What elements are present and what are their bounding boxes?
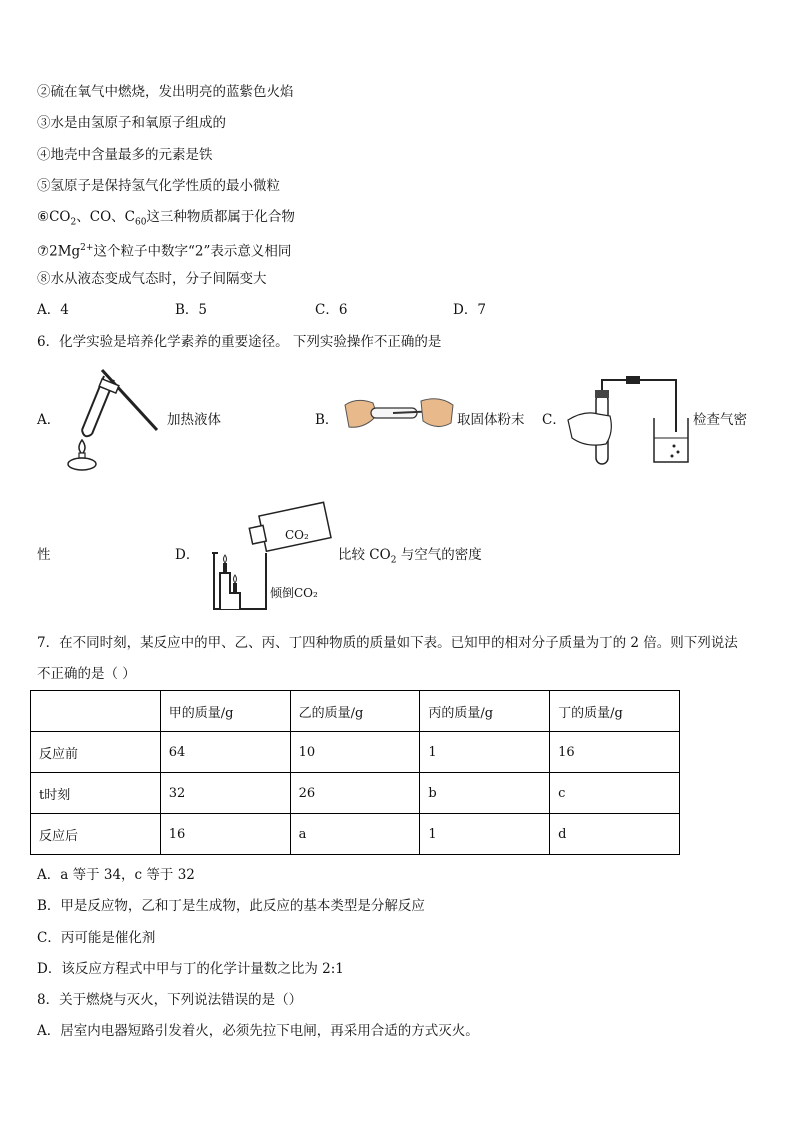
table-header-cell: 丁的质量/g — [550, 691, 680, 732]
statement-6-sub2: 60 — [134, 217, 147, 228]
q6-option-a-text: 加热液体 — [167, 412, 221, 428]
table-cell: t时刻 — [31, 773, 161, 814]
statement-7-suffix: 这个粒子中数字“2”表示意义相同 — [93, 243, 292, 260]
q6-option-c-text: 检查气密 — [693, 412, 747, 428]
table-cell: 反应后 — [31, 814, 161, 855]
q6-option-b-text: 取固体粉末 — [457, 412, 525, 428]
table-cell: 32 — [160, 773, 290, 814]
statement-6-mid: 、CO、C — [76, 209, 135, 225]
q6-option-d-text-suffix: 与空气的密度 — [396, 547, 482, 563]
table-cell: 10 — [290, 732, 420, 773]
q6-option-d-text-prefix: 比较 CO — [338, 547, 391, 563]
mass-table — [30, 690, 680, 855]
q7-option-a: A．a 等于 34，c 等于 32 — [37, 867, 195, 883]
table-cell: 64 — [160, 732, 290, 773]
q8-option-a: A．居室内电器短路引发着火，必须先拉下电闸，再采用合适的方式灭火。 — [37, 1023, 479, 1039]
table-cell: 反应前 — [31, 732, 161, 773]
question-7-stem-line2: 不正确的是（ ） — [37, 666, 136, 682]
table-row — [31, 732, 680, 773]
q7-option-c: C．丙可能是催化剂 — [37, 930, 156, 946]
statement-4: ④地壳中含量最多的元素是铁 — [37, 147, 213, 163]
question-8-stem: 8．关于燃烧与灭火，下列说法错误的是（） — [37, 992, 303, 1008]
table-row — [31, 814, 680, 855]
q5-option-c: C．6 — [315, 302, 348, 318]
q6-option-d-letter: D． — [175, 547, 200, 563]
taking-powder-illustration — [343, 393, 455, 437]
q7-option-d: D．该反应方程式中甲与丁的化学计量数之比为 2:1 — [37, 961, 344, 977]
table-cell: a — [290, 814, 420, 855]
table-header-cell: 乙的质量/g — [290, 691, 420, 732]
heating-liquid-illustration — [62, 368, 162, 470]
statement-7 — [37, 239, 291, 261]
statement-7-sup: 2+ — [80, 243, 94, 253]
statement-2: ②硫在氧气中燃烧，发出明亮的蓝紫色火焰 — [37, 84, 294, 100]
statement-6-sub1: 2 — [70, 217, 77, 228]
statement-6 — [37, 208, 295, 232]
table-header-cell: 丙的质量/g — [420, 691, 550, 732]
q6-option-b-letter: B． — [315, 412, 339, 428]
q6-option-a-letter: A． — [37, 412, 61, 428]
table-cell: b — [420, 773, 550, 814]
q6-option-c-wrap: 性 — [37, 547, 51, 563]
q5-option-d: D．7 — [453, 302, 486, 318]
table-cell: 26 — [290, 773, 420, 814]
table-header-cell — [31, 691, 161, 732]
question-6-stem: 6．化学实验是培养化学素养的重要途径。 下列实验操作不正确的是 — [37, 334, 442, 350]
table-cell: 16 — [550, 732, 680, 773]
co2-bottle-label: CO₂ — [285, 528, 309, 542]
statement-7-prefix: ⑦2Mg — [37, 243, 81, 260]
q6-option-d-text-sub: 2 — [390, 555, 397, 566]
question-7-stem-line1: 7．在不同时刻，某反应中的甲、乙、丙、丁四种物质的质量如下表。已知甲的相对分子质量为丁的 2 倍。则下列说法 — [37, 635, 738, 651]
q5-option-a: A．4 — [37, 302, 69, 318]
statement-8: ⑧水从液态变成气态时，分子间隔变大 — [37, 271, 267, 287]
q5-option-b: B．5 — [175, 302, 208, 318]
table-header-cell: 甲的质量/g — [160, 691, 290, 732]
statement-6-suffix: 这三种物质都属于化合物 — [146, 209, 295, 225]
table-cell: 16 — [160, 814, 290, 855]
q6-option-d-text — [338, 546, 482, 570]
statement-5: ⑤氢原子是保持氢气化学性质的最小微粒 — [37, 178, 280, 194]
table-cell: 1 — [420, 732, 550, 773]
q7-option-b: B．甲是反应物，乙和丁是生成物，此反应的基本类型是分解反应 — [37, 898, 425, 914]
table-header-row — [31, 691, 680, 732]
statement-3: ③水是由氢原子和氧原子组成的 — [37, 115, 226, 131]
table-cell: 1 — [420, 814, 550, 855]
pour-co2-label: 倾倒CO₂ — [270, 586, 318, 600]
table-cell: d — [550, 814, 680, 855]
airtightness-check-illustration — [566, 372, 690, 468]
q6-option-c-letter: C． — [542, 412, 566, 428]
table-row — [31, 773, 680, 814]
table-cell: c — [550, 773, 680, 814]
statement-6-prefix: ⑥CO — [37, 209, 71, 225]
